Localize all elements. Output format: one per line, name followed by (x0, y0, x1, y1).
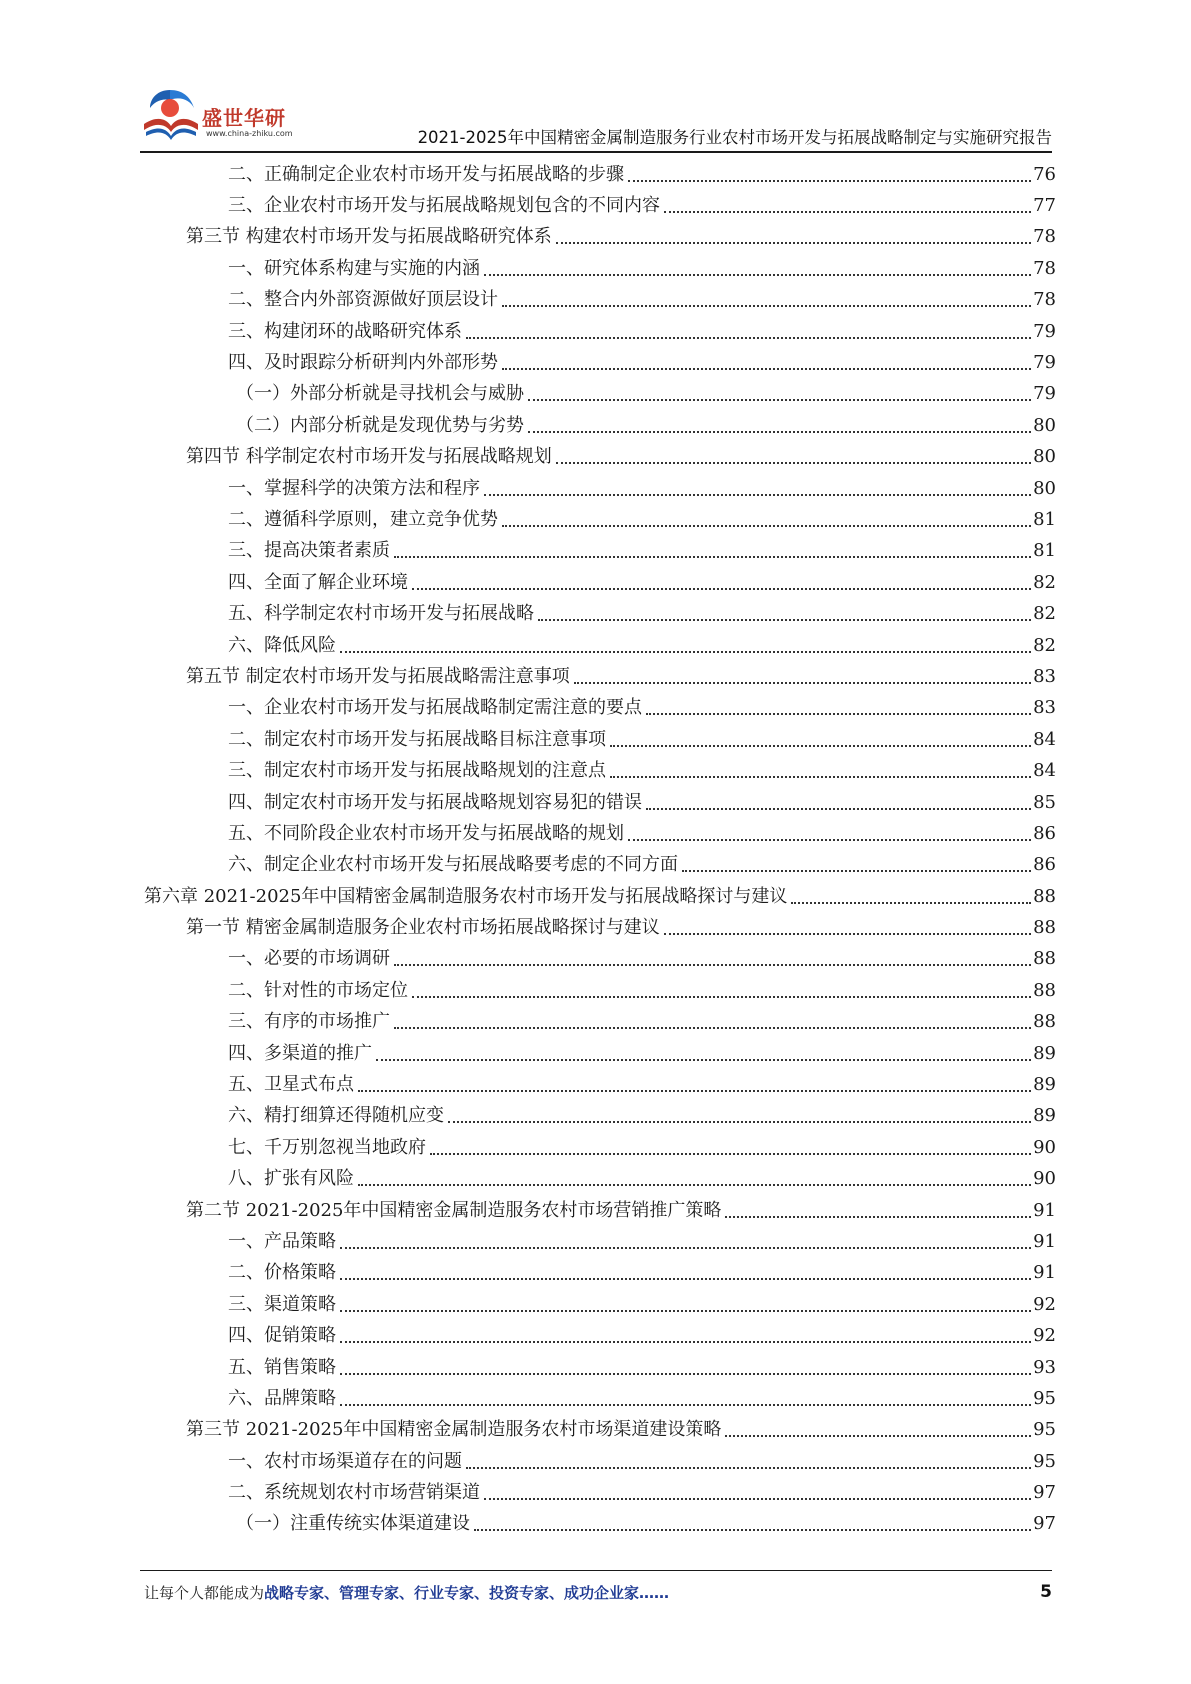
toc-entry-title: 四、多渠道的推广 (228, 1042, 372, 1064)
toc-entry-page: 77 (1033, 195, 1056, 217)
toc-leader-dots (502, 368, 1031, 370)
toc-entry-title: 六、制定企业农村市场开发与拓展战略要考虑的不同方面 (228, 854, 678, 876)
toc-leader-dots (538, 619, 1031, 621)
toc-leader-dots (340, 651, 1031, 653)
toc-entry-title: 三、构建闭环的战略研究体系 (228, 320, 462, 342)
toc-entry-page: 95 (1033, 1419, 1056, 1441)
toc-leader-dots (412, 588, 1031, 590)
toc-entry-title: 三、渠道策略 (228, 1293, 336, 1315)
toc-entry-title: 二、整合内外部资源做好顶层设计 (228, 289, 498, 311)
toc-entry[interactable] (144, 1446, 1056, 1477)
toc-leader-dots (682, 870, 1031, 872)
toc-leader-dots (610, 745, 1031, 747)
toc-entry[interactable] (144, 818, 1056, 849)
toc-entry-title: 六、品牌策略 (228, 1387, 336, 1409)
toc-leader-dots (574, 682, 1031, 684)
toc-entry-page: 92 (1033, 1325, 1056, 1347)
toc-entry[interactable] (144, 504, 1056, 535)
toc-entry[interactable] (144, 1101, 1056, 1132)
toc-entry-title: 六、精打细算还得随机应变 (228, 1105, 444, 1127)
toc-entry-page: 89 (1033, 1105, 1056, 1127)
toc-entry[interactable] (144, 661, 1056, 692)
toc-entry[interactable] (144, 442, 1056, 473)
toc-entry-page: 92 (1033, 1293, 1056, 1315)
toc-entry-title: 二、制定农村市场开发与拓展战略目标注意事项 (228, 728, 606, 750)
toc-entry-page: 88 (1033, 948, 1056, 970)
page-header (140, 80, 1052, 150)
toc-entry[interactable] (144, 1038, 1056, 1069)
header-divider (140, 151, 1052, 153)
toc-entry-title: 五、不同阶段企业农村市场开发与拓展战略的规划 (228, 822, 624, 844)
toc-entry-page: 95 (1033, 1450, 1056, 1472)
toc-entry-title: 三、有序的市场推广 (228, 1011, 390, 1033)
toc-entry-page: 91 (1033, 1199, 1056, 1221)
toc-leader-dots (664, 211, 1031, 213)
toc-entry-title: （一）外部分析就是寻找机会与威胁 (236, 383, 524, 405)
toc-entry-title: 二、针对性的市场定位 (228, 979, 408, 1001)
toc-entry[interactable] (144, 944, 1056, 975)
toc-entry-title: 六、降低风险 (228, 634, 336, 656)
toc-leader-dots (628, 180, 1031, 182)
toc-leader-dots (484, 1498, 1031, 1500)
toc-entry-page: 91 (1033, 1230, 1056, 1252)
toc-entry-page: 84 (1033, 728, 1056, 750)
toc-entry-page: 83 (1033, 665, 1056, 687)
report-title: 2021-2025年中国精密金属制造服务行业农村市场开发与拓展战略制定与实施研究报告 (417, 128, 1052, 147)
toc-entry[interactable] (144, 630, 1056, 661)
toc-entry-page: 79 (1033, 352, 1056, 374)
toc-entry-title: （一）注重传统实体渠道建设 (236, 1513, 470, 1535)
toc-entry[interactable] (144, 536, 1056, 567)
toc-entry-page: 85 (1033, 791, 1056, 813)
toc-entry-title: 第四节 科学制定农村市场开发与拓展战略规划 (186, 446, 552, 468)
toc-leader-dots (610, 776, 1031, 778)
toc-leader-dots (340, 1373, 1031, 1375)
toc-leader-dots (556, 242, 1031, 244)
toc-entry-page: 82 (1033, 634, 1056, 656)
toc-entry[interactable] (144, 285, 1056, 316)
toc-entry-title: （二）内部分析就是发现优势与劣势 (236, 414, 524, 436)
toc-leader-dots (484, 494, 1031, 496)
toc-entry-title: 一、产品策略 (228, 1230, 336, 1252)
toc-entry-page: 97 (1033, 1482, 1056, 1504)
toc-leader-dots (376, 1059, 1031, 1061)
toc-entry-title: 二、价格策略 (228, 1262, 336, 1284)
toc-entry-title: 第一节 精密金属制造服务企业农村市场拓展战略探讨与建议 (186, 917, 660, 939)
toc-entry[interactable] (144, 410, 1056, 441)
toc-leader-dots (646, 713, 1031, 715)
toc-entry-title: 二、系统规划农村市场营销渠道 (228, 1482, 480, 1504)
toc-entry-title: 第六章 2021-2025年中国精密金属制造服务农村市场开发与拓展战略探讨与建议 (144, 885, 788, 907)
toc-leader-dots (791, 902, 1031, 904)
toc-leader-dots (394, 1027, 1031, 1029)
toc-entry[interactable] (144, 1258, 1056, 1289)
toc-entry[interactable] (144, 159, 1056, 190)
toc-entry[interactable] (144, 755, 1056, 786)
toc-entry-page: 80 (1033, 477, 1056, 499)
toc-entry-page: 97 (1033, 1513, 1056, 1535)
toc-entry[interactable] (144, 975, 1056, 1006)
toc-entry-page: 95 (1033, 1387, 1056, 1409)
toc-entry-title: 四、制定农村市场开发与拓展战略规划容易犯的错误 (228, 791, 642, 813)
toc-entry-page: 81 (1033, 508, 1056, 530)
toc-entry-page: 90 (1033, 1136, 1056, 1158)
toc-leader-dots (394, 556, 1031, 558)
toc-leader-dots (474, 1529, 1031, 1531)
toc-leader-dots (358, 1090, 1031, 1092)
toc-leader-dots (430, 1153, 1031, 1155)
toc-entry-title: 第五节 制定农村市场开发与拓展战略需注意事项 (186, 665, 570, 687)
toc-entry[interactable] (144, 1164, 1056, 1195)
toc-leader-dots (448, 1121, 1031, 1123)
toc-leader-dots (628, 839, 1031, 841)
toc-leader-dots (664, 933, 1031, 935)
toc-entry-title: 五、卫星式布点 (228, 1074, 354, 1096)
toc-entry-title: 二、遵循科学原则，建立竞争优势 (228, 508, 498, 530)
toc-leader-dots (358, 1184, 1031, 1186)
toc-entry[interactable] (144, 567, 1056, 598)
toc-leader-dots (502, 305, 1031, 307)
toc-entry-title: 四、及时跟踪分析研判内外部形势 (228, 352, 498, 374)
toc-entry-page: 89 (1033, 1074, 1056, 1096)
toc-entry-title: 一、必要的市场调研 (228, 948, 390, 970)
brand-book-icon (140, 84, 202, 146)
toc-entry[interactable] (144, 1132, 1056, 1163)
toc-entry-title: 一、农村市场渠道存在的问题 (228, 1450, 462, 1472)
toc-entry-page: 80 (1033, 446, 1056, 468)
toc-entry[interactable] (144, 1069, 1056, 1100)
toc-entry[interactable] (144, 912, 1056, 943)
toc-entry-page: 91 (1033, 1262, 1056, 1284)
table-of-contents (144, 159, 1056, 1540)
toc-entry-page: 80 (1033, 414, 1056, 436)
toc-leader-dots (340, 1310, 1031, 1312)
toc-entry[interactable] (144, 473, 1056, 504)
toc-entry-page: 76 (1033, 163, 1056, 185)
toc-entry-page: 88 (1033, 917, 1056, 939)
toc-leader-dots (340, 1278, 1031, 1280)
toc-entry-title: 五、销售策略 (228, 1356, 336, 1378)
toc-entry-title: 五、科学制定农村市场开发与拓展战略 (228, 603, 534, 625)
toc-leader-dots (556, 462, 1031, 464)
toc-entry-title: 四、促销策略 (228, 1325, 336, 1347)
toc-entry[interactable] (144, 598, 1056, 629)
toc-entry[interactable] (144, 1383, 1056, 1414)
toc-entry-title: 第三节 构建农村市场开发与拓展战略研究体系 (186, 226, 552, 248)
toc-entry[interactable] (144, 316, 1056, 347)
toc-entry-title: 第二节 2021-2025年中国精密金属制造服务农村市场营销推广策略 (186, 1199, 722, 1221)
toc-entry-title: 三、制定农村市场开发与拓展战略规划的注意点 (228, 760, 606, 782)
toc-entry[interactable] (144, 693, 1056, 724)
toc-entry-page: 79 (1033, 320, 1056, 342)
toc-entry[interactable] (144, 1352, 1056, 1383)
toc-entry[interactable] (144, 850, 1056, 881)
toc-entry[interactable] (144, 253, 1056, 284)
brand-name: 盛世华研 (202, 106, 286, 130)
toc-entry[interactable] (144, 1320, 1056, 1351)
toc-entry-title: 一、研究体系构建与实施的内涵 (228, 257, 480, 279)
toc-entry[interactable] (144, 1477, 1056, 1508)
toc-entry-page: 78 (1033, 289, 1056, 311)
toc-entry-page: 82 (1033, 603, 1056, 625)
toc-leader-dots (528, 399, 1031, 401)
toc-entry-page: 89 (1033, 1042, 1056, 1064)
toc-entry-page: 88 (1033, 979, 1056, 1001)
toc-leader-dots (646, 808, 1031, 810)
footer-divider (140, 1570, 1052, 1571)
footer-slogan-prefix: 让每个人都能成为 (144, 1584, 265, 1602)
page-number: 5 (1040, 1582, 1052, 1602)
toc-leader-dots (484, 274, 1031, 276)
toc-leader-dots (502, 525, 1031, 527)
toc-leader-dots (466, 337, 1031, 339)
toc-entry-page: 82 (1033, 571, 1056, 593)
toc-leader-dots (725, 1216, 1031, 1218)
footer-slogan-emphasis: 战略专家、管理专家、行业专家、投资专家、成功企业家…… (264, 1584, 670, 1602)
toc-entry-page: 86 (1033, 854, 1056, 876)
toc-entry-page: 86 (1033, 822, 1056, 844)
toc-entry-title: 第三节 2021-2025年中国精密金属制造服务农村市场渠道建设策略 (186, 1419, 722, 1441)
toc-entry-page: 90 (1033, 1168, 1056, 1190)
toc-entry-title: 八、扩张有风险 (228, 1168, 354, 1190)
toc-leader-dots (528, 431, 1031, 433)
toc-leader-dots (466, 1467, 1031, 1469)
toc-entry[interactable] (144, 379, 1056, 410)
toc-leader-dots (340, 1247, 1031, 1249)
toc-entry[interactable] (144, 190, 1056, 221)
brand-url: www.china-zhiku.com (206, 129, 293, 138)
toc-entry-title: 一、企业农村市场开发与拓展战略制定需注意的要点 (228, 697, 642, 719)
toc-entry-page: 81 (1033, 540, 1056, 562)
toc-entry[interactable] (144, 1007, 1056, 1038)
toc-leader-dots (340, 1341, 1031, 1343)
toc-leader-dots (412, 996, 1031, 998)
toc-entry[interactable] (144, 1226, 1056, 1257)
toc-entry[interactable] (144, 787, 1056, 818)
toc-entry-title: 四、全面了解企业环境 (228, 571, 408, 593)
toc-entry[interactable] (144, 1415, 1056, 1446)
toc-entry[interactable] (144, 347, 1056, 378)
toc-entry[interactable] (144, 1289, 1056, 1320)
toc-leader-dots (340, 1404, 1031, 1406)
toc-entry-title: 二、正确制定企业农村市场开发与拓展战略的步骤 (228, 163, 624, 185)
brand-logo (140, 80, 320, 150)
toc-leader-dots (394, 964, 1031, 966)
toc-leader-dots (725, 1435, 1031, 1437)
toc-entry-page: 84 (1033, 760, 1056, 782)
toc-entry-page: 88 (1033, 1011, 1056, 1033)
toc-entry-page: 83 (1033, 697, 1056, 719)
toc-entry[interactable] (144, 724, 1056, 755)
toc-entry-page: 78 (1033, 226, 1056, 248)
toc-entry-page: 78 (1033, 257, 1056, 279)
page-footer (144, 1582, 1052, 1606)
toc-entry-page: 93 (1033, 1356, 1056, 1378)
toc-entry-title: 三、提高决策者素质 (228, 540, 390, 562)
toc-entry[interactable] (144, 1509, 1056, 1540)
toc-entry-title: 一、掌握科学的决策方法和程序 (228, 477, 480, 499)
toc-entry-title: 七、千万别忽视当地政府 (228, 1136, 426, 1158)
toc-entry[interactable] (144, 222, 1056, 253)
toc-entry-page: 79 (1033, 383, 1056, 405)
toc-entry[interactable] (144, 1195, 1056, 1226)
toc-entry-title: 三、企业农村市场开发与拓展战略规划包含的不同内容 (228, 195, 660, 217)
toc-entry[interactable] (144, 881, 1056, 912)
toc-entry-page: 88 (1033, 885, 1056, 907)
